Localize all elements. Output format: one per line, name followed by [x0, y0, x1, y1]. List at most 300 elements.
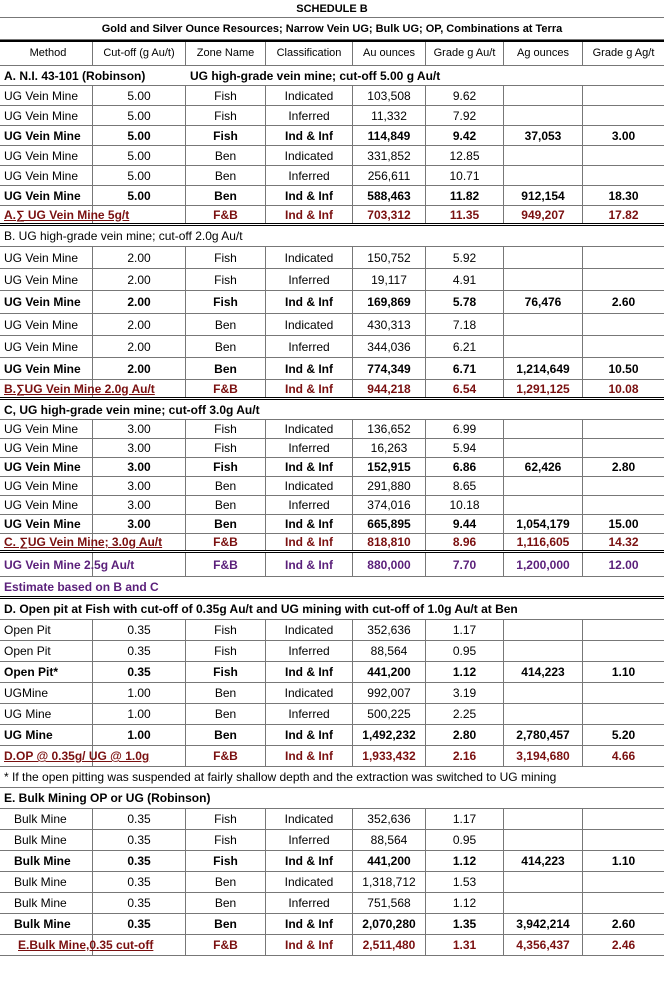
cell-col-0: UG Vein Mine 2.5g Au/t — [0, 553, 93, 576]
cell-col-4: 880,000 — [353, 553, 426, 576]
cell-col-1: 0.35 — [93, 809, 186, 829]
cell-col-2: Fish — [186, 86, 266, 105]
cell-col-7: 4.66 — [611, 749, 636, 763]
cell-col-1: 5.00 — [93, 126, 186, 145]
cell-col-0: E.Bulk Mine,0.35 cut-off — [0, 935, 93, 955]
cell-col-1: 0.35 — [93, 914, 186, 934]
table-row — [0, 291, 664, 314]
cell-col-1: 2.00 — [93, 314, 186, 335]
header-au-ounces: Au ounces — [353, 42, 426, 65]
cell-col-4: 169,869 — [353, 291, 426, 313]
cell-col-5: 1.31 — [426, 935, 504, 955]
cell-col-5: 1.17 — [426, 809, 504, 829]
cell-col-5: 6.54 — [426, 380, 504, 397]
cell-col-2: Ben — [186, 914, 266, 934]
cell-col-2: Ben — [186, 704, 266, 724]
table-row — [0, 851, 664, 872]
cell-col-4: 818,810 — [353, 534, 426, 550]
cell-col-3: Inferred — [266, 336, 353, 357]
header-method: Method — [0, 42, 93, 65]
cell-col-0: Open Pit — [0, 641, 93, 661]
cell-col-7: 17.82 — [608, 207, 639, 222]
cell-col-2: F&B — [186, 553, 266, 576]
cell-col-2: Ben — [186, 893, 266, 913]
cell-col-3: Indicated — [266, 809, 353, 829]
cell-col-3: Indicated — [266, 420, 353, 438]
cell-col-7 — [583, 683, 664, 703]
cell-col-3: Ind & Inf — [266, 515, 353, 533]
cell-col-7 — [583, 641, 664, 661]
cell-col-0: UG Vein Mine — [0, 439, 93, 457]
cell-col-4: 2,070,280 — [353, 914, 426, 934]
table-row — [0, 269, 664, 291]
cell-col-0: Bulk Mine — [0, 872, 93, 892]
cell-col-7: 5.20 — [611, 728, 636, 742]
cell-col-6 — [504, 830, 583, 850]
cell-col-2: Ben — [186, 358, 266, 379]
cell-col-3: Ind & Inf — [266, 358, 353, 379]
cell-col-6 — [504, 704, 583, 724]
cell-col-1: 0.35 — [93, 620, 186, 640]
cell-col-1: 5.00 — [93, 146, 186, 165]
cell-col-5: 5.78 — [426, 291, 504, 313]
cell-col-1: 0.35 — [93, 641, 186, 661]
cell-col-0: UG Vein Mine — [0, 291, 93, 313]
cell-col-4: 588,463 — [353, 186, 426, 205]
cell-col-3: Indicated — [266, 314, 353, 335]
cell-col-6: 2,780,457 — [504, 725, 583, 745]
cell-col-2: Fish — [186, 106, 266, 125]
cell-col-3: Ind & Inf — [266, 206, 353, 223]
cell-col-3: Indicated — [266, 146, 353, 165]
cell-col-1: 0.35 — [93, 851, 186, 871]
cell-col-4: 500,225 — [353, 704, 426, 724]
estimate-note-row — [0, 577, 664, 599]
cell-col-0: UG Vein Mine — [0, 458, 93, 476]
table-row — [0, 166, 664, 186]
cell-col-1: 3.00 — [93, 496, 186, 514]
cell-col-6 — [504, 420, 583, 438]
cell-col-6 — [504, 247, 583, 268]
cell-col-0: Bulk Mine — [0, 893, 93, 913]
cell-col-7: 1.10 — [611, 854, 636, 868]
section-b-label: B. UG high-grade vein mine; cut-off 2.0g Au/t — [4, 229, 243, 243]
cell-col-4: 1,933,432 — [353, 746, 426, 766]
cell-col-6 — [504, 106, 583, 125]
header-classification: Classification — [266, 42, 353, 65]
cell-col-5: 8.96 — [426, 534, 504, 550]
footnote-row — [0, 767, 664, 788]
cell-col-5: 12.85 — [426, 146, 504, 165]
cell-col-2: Ben — [186, 477, 266, 495]
cell-col-0: Bulk Mine — [0, 851, 93, 871]
footnote: * If the open pitting was suspended at fairly shallow depth and the extraction was switched to UG mining — [4, 770, 557, 784]
cell-col-2: F&B — [186, 206, 266, 223]
cell-col-7 — [583, 146, 664, 165]
cell-col-1: 2.00 — [93, 269, 186, 290]
cell-col-6 — [504, 893, 583, 913]
cell-col-2: F&B — [186, 380, 266, 397]
cell-col-6: 37,053 — [504, 126, 583, 145]
cell-col-1: 2.00 — [93, 336, 186, 357]
section-d-label: D. Open pit at Fish with cut-off of 0.35g Au/t and UG mining with cut-off of 1.0g Au/t at Ben — [4, 602, 518, 616]
cell-col-7 — [583, 809, 664, 829]
cell-col-6: 76,476 — [504, 291, 583, 313]
cell-col-4: 344,036 — [353, 336, 426, 357]
cell-col-1 — [93, 206, 186, 223]
cell-col-3: Ind & Inf — [266, 851, 353, 871]
cell-col-0: UG Vein Mine — [0, 186, 93, 205]
cell-col-1: 0.35 — [93, 830, 186, 850]
cell-col-0: UG Mine — [0, 725, 93, 745]
section-total-row — [0, 935, 664, 956]
table-row — [0, 620, 664, 641]
cell-col-4: 374,016 — [353, 496, 426, 514]
cell-col-0: UG Vein Mine — [0, 477, 93, 495]
cell-col-5: 8.65 — [426, 477, 504, 495]
cell-col-1: 5.00 — [93, 106, 186, 125]
cell-col-7: 12.00 — [608, 557, 639, 572]
cell-col-4: 352,636 — [353, 809, 426, 829]
cell-col-0: Bulk Mine — [0, 830, 93, 850]
cell-col-5: 7.92 — [426, 106, 504, 125]
cell-col-6: 949,207 — [504, 206, 583, 223]
cell-col-3: Inferred — [266, 641, 353, 661]
cell-col-6 — [504, 336, 583, 357]
cell-col-0: A.∑ UG Vein Mine 5g/t — [0, 206, 93, 223]
cell-col-2: Fish — [186, 269, 266, 290]
cell-col-6: 912,154 — [504, 186, 583, 205]
cell-col-3: Ind & Inf — [266, 935, 353, 955]
cell-col-4: 114,849 — [353, 126, 426, 145]
cell-col-7 — [583, 86, 664, 105]
cell-col-0: UG Vein Mine — [0, 269, 93, 290]
cell-col-2: Fish — [186, 809, 266, 829]
cell-col-6 — [504, 641, 583, 661]
cell-col-3: Ind & Inf — [266, 186, 353, 205]
header-au-grade: Grade g Au/t — [426, 42, 504, 65]
cell-col-4: 774,349 — [353, 358, 426, 379]
cell-col-0: UG Vein Mine — [0, 515, 93, 533]
header-ag-grade: Grade g Ag/t — [592, 47, 655, 59]
cell-col-3: Inferred — [266, 166, 353, 185]
cell-col-7: 2.60 — [611, 295, 636, 309]
cell-col-7 — [583, 830, 664, 850]
table-row — [0, 872, 664, 893]
cell-col-0: UG Mine — [0, 704, 93, 724]
cell-col-1 — [93, 534, 186, 550]
table-row — [0, 477, 664, 496]
cell-col-5: 1.35 — [426, 914, 504, 934]
cell-col-4: 430,313 — [353, 314, 426, 335]
cell-col-6 — [504, 166, 583, 185]
cell-col-5: 11.35 — [426, 206, 504, 223]
cell-col-1: 2.00 — [93, 291, 186, 313]
cell-col-7 — [583, 477, 664, 495]
cell-col-6 — [504, 872, 583, 892]
cell-col-6 — [504, 314, 583, 335]
cell-col-2: Ben — [186, 683, 266, 703]
cell-col-0: UGMine — [0, 683, 93, 703]
cell-col-7 — [583, 420, 664, 438]
cell-col-2: Ben — [186, 166, 266, 185]
cell-col-0: UG Vein Mine — [0, 336, 93, 357]
cell-col-6 — [504, 146, 583, 165]
cell-col-4: 136,652 — [353, 420, 426, 438]
cell-col-0: B.∑UG Vein Mine 2.0g Au/t — [0, 380, 93, 397]
cell-col-7: 15.00 — [608, 517, 639, 531]
cell-col-5: 2.16 — [426, 746, 504, 766]
table-row — [0, 725, 664, 746]
cell-col-5: 4.91 — [426, 269, 504, 290]
cell-col-7 — [583, 314, 664, 335]
cell-col-1: 3.00 — [93, 458, 186, 476]
cell-col-1: 3.00 — [93, 420, 186, 438]
cell-col-5: 10.71 — [426, 166, 504, 185]
cell-col-5: 9.42 — [426, 126, 504, 145]
cell-col-6: 1,116,605 — [504, 534, 583, 550]
cell-col-4: 256,611 — [353, 166, 426, 185]
cell-col-1 — [93, 935, 186, 955]
section-total-row — [0, 206, 664, 226]
cell-col-2: F&B — [186, 935, 266, 955]
section-a-header — [0, 66, 664, 86]
cell-col-3: Ind & Inf — [266, 746, 353, 766]
cell-col-2: Ben — [186, 186, 266, 205]
cell-col-3: Ind & Inf — [266, 126, 353, 145]
page-subtitle: Gold and Silver Ounce Resources; Narrow Vein UG; Bulk UG; OP, Combinations at Terra — [101, 22, 563, 35]
cell-col-6: 1,291,125 — [504, 380, 583, 397]
cell-col-6 — [504, 683, 583, 703]
cell-col-5: 9.44 — [426, 515, 504, 533]
cell-col-4: 441,200 — [353, 851, 426, 871]
cell-col-2: Fish — [186, 641, 266, 661]
cell-col-7 — [583, 247, 664, 268]
cell-col-0: UG Vein Mine — [0, 106, 93, 125]
cell-col-6: 3,194,680 — [504, 746, 583, 766]
cell-col-4: 331,852 — [353, 146, 426, 165]
table-row — [0, 146, 664, 166]
cell-col-4: 1,318,712 — [353, 872, 426, 892]
table-row — [0, 186, 664, 206]
table-row — [0, 914, 664, 935]
cell-col-4: 751,568 — [353, 893, 426, 913]
cell-col-7 — [583, 106, 664, 125]
cell-col-1: 1.00 — [93, 683, 186, 703]
cell-col-1: 3.00 — [93, 439, 186, 457]
cell-col-4: 150,752 — [353, 247, 426, 268]
table-row — [0, 641, 664, 662]
cell-col-2: Ben — [186, 725, 266, 745]
cell-col-3: Ind & Inf — [266, 662, 353, 682]
cell-col-5: 6.21 — [426, 336, 504, 357]
cell-col-1: 3.00 — [93, 477, 186, 495]
table-row — [0, 420, 664, 439]
cell-col-3: Indicated — [266, 86, 353, 105]
cell-col-7 — [583, 620, 664, 640]
cell-col-0: Bulk Mine — [0, 914, 93, 934]
cell-col-6 — [504, 269, 583, 290]
cell-col-2: Fish — [186, 247, 266, 268]
cell-col-6: 62,426 — [504, 458, 583, 476]
cell-col-5: 3.19 — [426, 683, 504, 703]
table-row — [0, 662, 664, 683]
cell-col-6: 1,200,000 — [504, 553, 583, 576]
table-row — [0, 704, 664, 725]
table-row — [0, 106, 664, 126]
cell-col-3: Inferred — [266, 893, 353, 913]
cell-col-7 — [583, 166, 664, 185]
cell-col-1: 0.35 — [93, 872, 186, 892]
cell-col-0: UG Vein Mine — [0, 314, 93, 335]
cell-col-4: 703,312 — [353, 206, 426, 223]
cell-col-7 — [583, 439, 664, 457]
cell-col-4: 291,880 — [353, 477, 426, 495]
table-row — [0, 439, 664, 458]
table-row — [0, 86, 664, 106]
cell-col-2: Ben — [186, 336, 266, 357]
cell-col-2: Ben — [186, 872, 266, 892]
cell-col-3: Indicated — [266, 477, 353, 495]
cell-col-4: 665,895 — [353, 515, 426, 533]
subtitle-row — [0, 18, 664, 40]
table-row — [0, 126, 664, 146]
cell-col-5: 9.62 — [426, 86, 504, 105]
table-row — [0, 496, 664, 515]
cell-col-6 — [504, 620, 583, 640]
cell-col-5: 2.80 — [426, 725, 504, 745]
cell-col-6 — [504, 496, 583, 514]
cell-col-2: Fish — [186, 620, 266, 640]
cell-col-7 — [583, 496, 664, 514]
cell-col-5: 11.82 — [426, 186, 504, 205]
cell-col-7 — [583, 704, 664, 724]
cell-col-5: 10.18 — [426, 496, 504, 514]
cell-col-6 — [504, 86, 583, 105]
section-a-label: A. N.I. 43-101 (Robinson) — [4, 68, 146, 83]
estimate-row — [0, 553, 664, 577]
cell-col-4: 2,511,480 — [353, 935, 426, 955]
cell-col-7: 1.10 — [611, 665, 636, 679]
cell-col-7 — [583, 336, 664, 357]
table-row — [0, 809, 664, 830]
cell-col-0: UG Vein Mine — [0, 420, 93, 438]
cell-col-4: 1,492,232 — [353, 725, 426, 745]
cell-col-7 — [583, 893, 664, 913]
cell-col-2: Ben — [186, 146, 266, 165]
cell-col-1: 1.00 — [93, 725, 186, 745]
cell-col-2: Ben — [186, 314, 266, 335]
cell-col-3: Ind & Inf — [266, 553, 353, 576]
section-total-row — [0, 746, 664, 767]
cell-col-7: 2.60 — [611, 917, 636, 931]
cell-col-5: 5.92 — [426, 247, 504, 268]
cell-col-7: 3.00 — [611, 128, 636, 143]
cell-col-7: 2.46 — [611, 938, 636, 952]
cell-col-2: Fish — [186, 126, 266, 145]
cell-col-1 — [93, 553, 186, 576]
cell-col-3: Ind & Inf — [266, 534, 353, 550]
cell-col-1: 5.00 — [93, 166, 186, 185]
header-cutoff: Cut-off (g Au/t) — [93, 42, 186, 65]
cell-col-5: 1.12 — [426, 662, 504, 682]
section-b-header — [0, 226, 664, 247]
cell-col-3: Inferred — [266, 704, 353, 724]
cell-col-3: Inferred — [266, 439, 353, 457]
header-zone-name: Zone Name — [186, 42, 266, 65]
cell-col-3: Inferred — [266, 106, 353, 125]
cell-col-4: 152,915 — [353, 458, 426, 476]
cell-col-0: UG Vein Mine — [0, 358, 93, 379]
cell-col-1: 0.35 — [93, 662, 186, 682]
section-d-header — [0, 599, 664, 620]
cell-col-0: UG Vein Mine — [0, 126, 93, 145]
cell-col-0: Open Pit — [0, 620, 93, 640]
cell-col-3: Ind & Inf — [266, 458, 353, 476]
cell-col-2: Fish — [186, 662, 266, 682]
cell-col-0: Open Pit* — [0, 662, 93, 682]
table-row — [0, 314, 664, 336]
cell-col-4: 88,564 — [353, 830, 426, 850]
cell-col-3: Inferred — [266, 496, 353, 514]
cell-col-2: Fish — [186, 420, 266, 438]
cell-col-7: 10.50 — [608, 361, 639, 376]
cell-col-0: UG Vein Mine — [0, 146, 93, 165]
cell-col-4: 19,117 — [353, 269, 426, 290]
title-row — [0, 0, 664, 18]
cell-col-2: Fish — [186, 830, 266, 850]
cell-col-2: F&B — [186, 746, 266, 766]
cell-col-3: Ind & Inf — [266, 291, 353, 313]
cell-col-1: 5.00 — [93, 86, 186, 105]
cell-col-4: 441,200 — [353, 662, 426, 682]
cell-col-2: Fish — [186, 851, 266, 871]
cell-col-3: Indicated — [266, 620, 353, 640]
table-row — [0, 358, 664, 380]
cell-col-5: 2.25 — [426, 704, 504, 724]
cell-col-0: UG Vein Mine — [0, 166, 93, 185]
section-total-row — [0, 534, 664, 553]
cell-col-5: 1.12 — [426, 893, 504, 913]
cell-col-5: 0.95 — [426, 830, 504, 850]
cell-col-4: 103,508 — [353, 86, 426, 105]
cell-col-2: Ben — [186, 515, 266, 533]
cell-col-2: F&B — [186, 534, 266, 550]
cell-col-6: 4,356,437 — [504, 935, 583, 955]
cell-col-5: 0.95 — [426, 641, 504, 661]
cell-col-7 — [583, 872, 664, 892]
cell-col-6 — [504, 477, 583, 495]
cell-col-5: 1.17 — [426, 620, 504, 640]
cell-col-3: Inferred — [266, 269, 353, 290]
header-row — [0, 40, 664, 66]
cell-col-4: 16,263 — [353, 439, 426, 457]
section-c-label: C, UG high-grade vein mine; cut-off 3.0g Au/t — [4, 402, 260, 417]
cell-col-7 — [583, 269, 664, 290]
section-total-row — [0, 380, 664, 400]
cell-col-6: 3,942,214 — [504, 914, 583, 934]
cell-col-6: 414,223 — [504, 662, 583, 682]
cell-col-3: Indicated — [266, 872, 353, 892]
cell-col-3: Indicated — [266, 247, 353, 268]
cell-col-0: Bulk Mine — [0, 809, 93, 829]
cell-col-3: Ind & Inf — [266, 380, 353, 397]
cell-col-6 — [504, 439, 583, 457]
cell-col-5: 7.18 — [426, 314, 504, 335]
cell-col-7: 18.30 — [608, 188, 639, 203]
cell-col-7: 14.32 — [608, 535, 639, 549]
cell-col-1: 1.00 — [93, 704, 186, 724]
